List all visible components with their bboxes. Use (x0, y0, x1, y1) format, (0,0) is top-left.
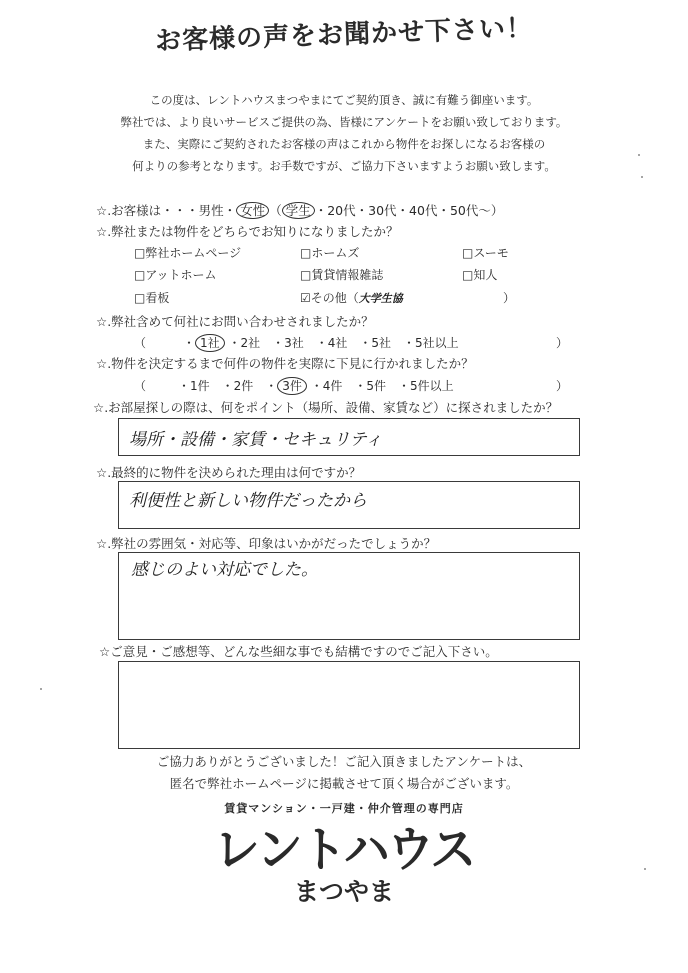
q4-circled-choice: 3件 (277, 377, 307, 395)
scan-speck (641, 176, 643, 178)
q6-label: ☆.最終的に物件を決められた理由は何ですか？ (96, 465, 362, 480)
q1-customer-type (96, 201, 503, 219)
q1-ages: ・20代・30代・40代・50代〜） (314, 203, 504, 218)
intro-line-3: また、実際にご契約されたお客様の声はこれから物件をお探しになるお客様の (142, 137, 546, 151)
q4-label: ☆.物件を決定するまで何件の物件を実際に下見に行かれましたか？ (96, 356, 474, 371)
q3-choices (183, 334, 459, 351)
q3-label: ☆.弊社含めて何社にお問い合わせされましたか？ (96, 314, 374, 329)
q4-paren-open: （ (134, 379, 147, 393)
q3-paren-close: ） (556, 336, 569, 350)
q7-answer: 感じのよい対応でした。 (131, 560, 318, 580)
q3-lead-dot: ・ (183, 336, 196, 350)
q2-option-magazine: □賃貸情報雑誌 (300, 268, 384, 282)
scan-speck (40, 688, 42, 690)
q2-option-athome: □アットホーム (134, 268, 217, 282)
company-logo-name: レントハウス (213, 820, 475, 878)
closing-line-1: ご協力ありがとうございました！ご記入頂きましたアンケートは、 (156, 754, 532, 769)
q4-choices-after: ・4件 ・5件 ・5件以上 (310, 379, 454, 393)
q1-label: ☆.お客様は・・・男性・ (96, 203, 237, 218)
q1-female-circled: 女性 (236, 202, 269, 219)
closing-line-2: 匿名で弊社ホームページに掲載させて頂く場合がございます。 (169, 776, 519, 791)
q7-label: ☆.弊社の雰囲気・対応等、印象はいかがだったでしょうか？ (96, 536, 437, 551)
q2-option-signboard: □看板 (134, 291, 170, 305)
intro-line-2: 弊社では、より良いサービスご提供の為、皆様にアンケートをお願い致しております。 (120, 115, 568, 129)
q6-answer: 利便性と新しい物件だったから (129, 491, 367, 511)
q4-choices-before: ・1件 ・2件 ・ (178, 379, 278, 393)
q1-student-circled: 学生 (282, 202, 315, 219)
q2-option-homes: □ホームズ (300, 246, 360, 260)
q5-answer-box (118, 418, 580, 456)
q4-choices (178, 377, 454, 394)
q3-circled-choice: 1社 (195, 334, 225, 352)
q8-label: ☆ご意見・ご感想等、どんな些細な事でも結構ですのでご記入下さい。 (99, 644, 498, 659)
logo-tagline: 賃貸マンション・一戸建・仲介管理の専門店 (224, 802, 464, 815)
q2-paren-close: ） (503, 291, 516, 305)
q8-answer-box (118, 661, 580, 749)
q3-choices-rest: ・2社 ・3社 ・4社 ・5社 ・5社以上 (228, 336, 459, 350)
q2-option-acquaintance: □知人 (462, 268, 498, 282)
q2-option-suumo: □スーモ (462, 246, 509, 260)
scan-speck (638, 154, 640, 156)
q5-label: ☆.お部屋探しの際は、何をポイント（場所、設備、家賃など）に探されましたか？ (93, 400, 559, 415)
q5-answer: 場所・設備・家賃・セキュリティ (129, 430, 383, 450)
q6-answer-box (118, 481, 580, 529)
scan-speck (644, 868, 646, 870)
q2-other-answer: 大学生協 (358, 292, 403, 305)
q4-paren-close: ） (556, 379, 569, 393)
q7-answer-box (118, 552, 580, 640)
q2-option-homepage: □弊社ホームページ (134, 246, 242, 260)
company-logo-town: まつやま (293, 877, 394, 906)
q2-option-other (300, 289, 403, 306)
intro-line-1: この度は、レントハウスまつやまにてご契約頂き、誠に有難う御座います。 (149, 93, 539, 107)
q1-paren-open: （ (269, 203, 282, 218)
q2-label: ☆.弊社または物件をどちらでお知りになりましたか？ (96, 224, 399, 239)
q3-paren-open: （ (134, 336, 147, 350)
q2-other-label: ☑その他（ (300, 291, 359, 305)
page-title: お客様の声をお聞かせ下さい！ (154, 13, 534, 57)
intro-line-4: 何よりの参考となります。お手数ですが、ご協力下さいますようお願い致します。 (132, 159, 556, 173)
